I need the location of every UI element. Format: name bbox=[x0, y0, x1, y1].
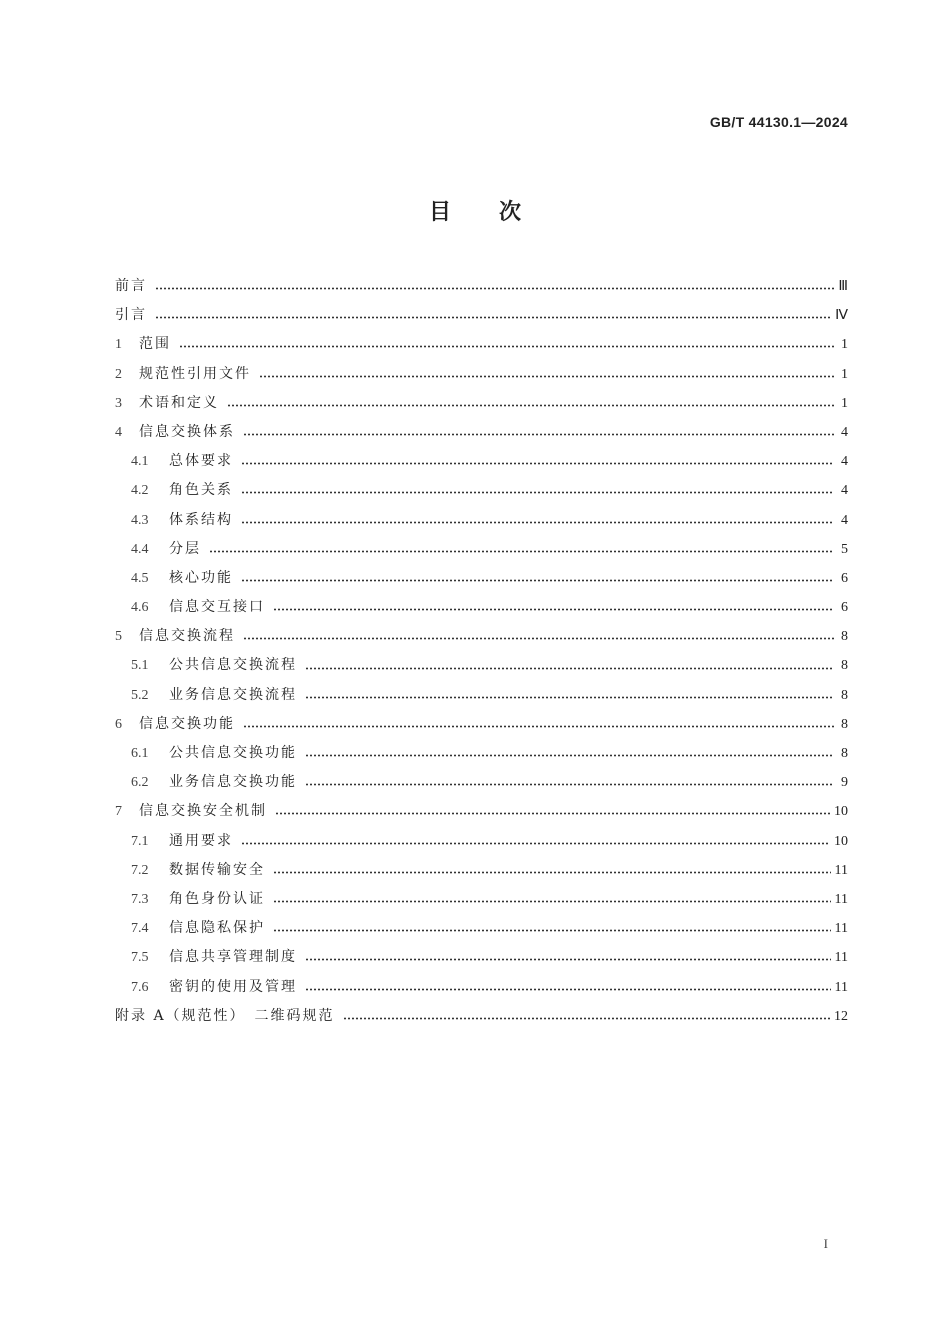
toc-entry-number: 5.2 bbox=[131, 687, 149, 703]
toc-entry-label: 分层 bbox=[169, 540, 201, 557]
toc-entry-page: 11 bbox=[834, 891, 848, 907]
toc-entry-number: 4.4 bbox=[131, 541, 149, 557]
toc-entry-page: 8 bbox=[841, 629, 848, 645]
toc-entry[interactable] bbox=[115, 739, 848, 768]
toc-entry-number: 7.1 bbox=[131, 833, 149, 849]
toc-entry-label: 公共信息交换功能 bbox=[169, 745, 297, 761]
toc-entry-label: 信息交换体系 bbox=[139, 423, 235, 440]
toc-entry-label: 前言 bbox=[115, 278, 147, 294]
toc-entry-page: 4 bbox=[841, 424, 848, 440]
toc-entry-number: 1 bbox=[115, 337, 122, 353]
toc-entry-page: 8 bbox=[841, 658, 848, 674]
toc-entry-label: 信息隐私保护 bbox=[169, 920, 265, 937]
toc-entry-number: 4.1 bbox=[131, 454, 149, 470]
toc-entry-number: 7.4 bbox=[131, 921, 149, 937]
toc-entry-page: 8 bbox=[841, 716, 848, 732]
dot-leader bbox=[275, 812, 830, 815]
toc-entry-number: 4.2 bbox=[131, 483, 149, 499]
toc-entry-label: 数据传输安全 bbox=[169, 861, 265, 878]
toc-entry-label: 角色身份认证 bbox=[169, 890, 265, 907]
toc-entry-label: 业务信息交换功能 bbox=[169, 774, 297, 791]
toc-entry[interactable] bbox=[115, 272, 848, 301]
toc-entry-number: 7.5 bbox=[131, 950, 149, 966]
dot-leader bbox=[241, 462, 834, 465]
dot-leader bbox=[155, 287, 834, 290]
dot-leader bbox=[305, 696, 834, 699]
toc-entry-label: 引言 bbox=[115, 307, 147, 324]
toc-entry[interactable] bbox=[115, 418, 848, 447]
toc-entry-label: 信息交互接口 bbox=[169, 599, 265, 616]
toc-entry-label: 术语和定义 bbox=[139, 394, 219, 411]
toc-entry[interactable] bbox=[115, 330, 848, 359]
toc-entry[interactable] bbox=[115, 360, 848, 389]
dot-leader bbox=[273, 608, 834, 611]
toc-entry-number: 6 bbox=[115, 716, 122, 732]
toc-entry-label: 信息共享管理制度 bbox=[169, 949, 297, 966]
toc-entry-page: 12 bbox=[834, 1008, 848, 1024]
toc-entry[interactable] bbox=[115, 681, 848, 710]
toc-entry-number: 4 bbox=[115, 424, 122, 440]
dot-leader bbox=[273, 900, 831, 903]
dot-leader bbox=[243, 433, 834, 436]
toc-entry[interactable] bbox=[115, 973, 848, 1002]
toc-entry-page: 10 bbox=[834, 804, 848, 820]
toc-entry-label: 角色关系 bbox=[169, 482, 233, 499]
dot-leader bbox=[305, 958, 831, 961]
toc-entry[interactable] bbox=[115, 476, 848, 505]
toc-entry-page: 11 bbox=[834, 921, 848, 937]
toc-entry-number: 5 bbox=[115, 629, 122, 645]
toc-entry-number: 4.6 bbox=[131, 600, 149, 616]
toc-entry-page: 4 bbox=[841, 454, 848, 470]
toc-entry-number: 7.6 bbox=[131, 979, 149, 995]
dot-leader bbox=[273, 871, 831, 874]
dot-leader bbox=[241, 521, 834, 524]
toc-entry[interactable] bbox=[115, 389, 848, 418]
toc-entry-number: 4.5 bbox=[131, 570, 149, 586]
toc-entry-label: 范围 bbox=[139, 336, 171, 353]
dot-leader bbox=[243, 725, 834, 728]
toc-entry-label: 体系结构 bbox=[169, 511, 233, 528]
toc-entry[interactable] bbox=[115, 943, 848, 972]
toc-entry-page: 1 bbox=[841, 395, 848, 411]
toc-entry-page: 4 bbox=[841, 483, 848, 499]
toc-entry-page: 9 bbox=[841, 775, 848, 791]
dot-leader bbox=[305, 783, 834, 786]
dot-leader bbox=[179, 345, 834, 348]
toc-entry[interactable] bbox=[115, 651, 848, 680]
dot-leader bbox=[343, 1017, 830, 1020]
toc-entry-number: 2 bbox=[115, 366, 122, 382]
toc-entry[interactable] bbox=[115, 447, 848, 476]
dot-leader bbox=[155, 316, 831, 319]
toc-entry-number: 5.1 bbox=[131, 658, 149, 674]
toc-entry[interactable] bbox=[115, 914, 848, 943]
toc-entry-page: 5 bbox=[841, 541, 848, 557]
toc-entry-label: 信息交换流程 bbox=[139, 628, 235, 645]
toc-entry-label: 业务信息交换流程 bbox=[169, 686, 297, 703]
toc-entry[interactable] bbox=[115, 797, 848, 826]
page-title: 目次 bbox=[428, 200, 569, 225]
toc-entry[interactable] bbox=[115, 885, 848, 914]
toc-entry-page: 4 bbox=[841, 512, 848, 528]
toc-entry[interactable] bbox=[115, 710, 848, 739]
dot-leader bbox=[305, 988, 831, 991]
toc-entry[interactable] bbox=[115, 564, 848, 593]
toc-entry-number: 7.2 bbox=[131, 862, 149, 878]
dot-leader bbox=[243, 637, 834, 640]
toc-entry[interactable] bbox=[115, 506, 848, 535]
toc-entry[interactable] bbox=[115, 593, 848, 622]
toc-entry-number: 6.1 bbox=[131, 746, 149, 761]
toc-entry-page: 11 bbox=[834, 862, 848, 878]
dot-leader bbox=[227, 404, 834, 407]
dot-leader bbox=[305, 667, 834, 670]
toc-entry-page: 10 bbox=[834, 833, 848, 849]
toc-entry-label: 公共信息交换流程 bbox=[169, 657, 297, 674]
toc-entry-page: 1 bbox=[841, 366, 848, 382]
toc-entry-label: 信息交换安全机制 bbox=[139, 803, 267, 820]
page-folio: I bbox=[823, 1236, 828, 1251]
toc-entry-label: 总体要求 bbox=[169, 453, 233, 470]
dot-leader bbox=[241, 491, 834, 494]
toc-entry-page: 1 bbox=[841, 337, 848, 353]
toc-entry-page: 8 bbox=[841, 746, 848, 761]
toc-entry[interactable] bbox=[115, 768, 848, 797]
toc-entry-page: Ⅲ bbox=[838, 279, 848, 294]
toc-entry[interactable] bbox=[115, 622, 848, 651]
dot-leader bbox=[241, 842, 830, 845]
toc-entry-number: 7 bbox=[115, 804, 122, 820]
toc-entry-page: 6 bbox=[841, 600, 848, 616]
toc-entry-number: 4.3 bbox=[131, 512, 149, 528]
toc-entry-page: 11 bbox=[834, 950, 848, 966]
toc-entry-label: 密钥的使用及管理 bbox=[169, 978, 297, 995]
dot-leader bbox=[241, 579, 834, 582]
toc-entry-page: 11 bbox=[834, 979, 848, 995]
toc-entry[interactable] bbox=[115, 827, 848, 856]
toc-entry-number: 7.3 bbox=[131, 891, 149, 907]
toc-entry-label: 核心功能 bbox=[169, 569, 233, 586]
toc-entry-label: 规范性引用文件 bbox=[139, 365, 251, 382]
toc-entry-page: Ⅳ bbox=[835, 308, 848, 324]
toc-entry-label: 通用要求 bbox=[169, 832, 233, 849]
toc-entry-page: 8 bbox=[841, 687, 848, 703]
toc-entry[interactable] bbox=[115, 301, 848, 330]
dot-leader bbox=[305, 754, 834, 757]
dot-leader bbox=[209, 550, 834, 553]
dot-leader bbox=[259, 375, 834, 378]
toc-entry-label: 信息交换功能 bbox=[139, 715, 235, 732]
toc-entry[interactable] bbox=[115, 1002, 848, 1031]
toc-entry-label: 附录 A（规范性） 二维码规范 bbox=[115, 1007, 335, 1024]
standard-number: GB/T 44130.1—2024 bbox=[709, 114, 848, 130]
toc-entry[interactable] bbox=[115, 856, 848, 885]
dot-leader bbox=[273, 929, 831, 932]
toc-entry-page: 6 bbox=[841, 570, 848, 586]
toc-entry-number: 6.2 bbox=[131, 775, 149, 791]
toc-entry-number: 3 bbox=[115, 395, 122, 411]
table-of-contents bbox=[115, 272, 848, 1031]
toc-entry[interactable] bbox=[115, 535, 848, 564]
